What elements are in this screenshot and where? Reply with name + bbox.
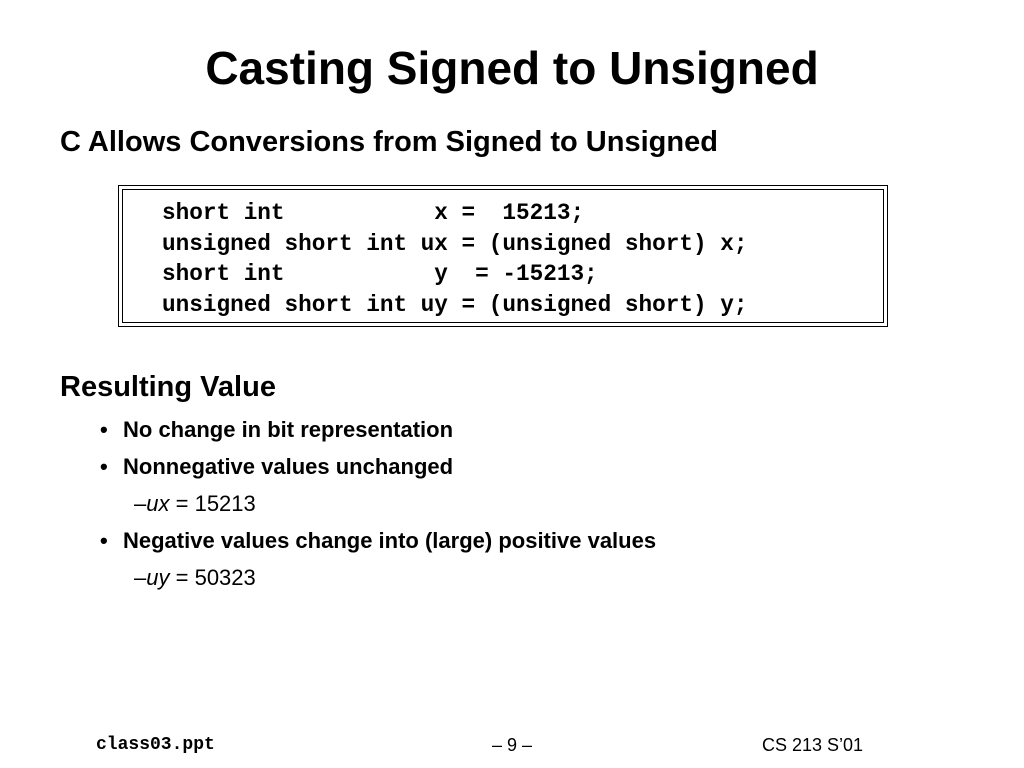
slide-title: Casting Signed to Unsigned	[205, 42, 819, 94]
bullet-marker: •	[100, 454, 108, 479]
equals-sign: =	[169, 565, 195, 590]
dash-marker: –	[134, 491, 147, 516]
bullet-item-3	[100, 527, 656, 555]
code-line-3: short int y = -15213;	[162, 261, 598, 287]
code-line-4: unsigned short int uy = (unsigned short) y;	[162, 291, 748, 318]
bullet-marker: •	[100, 528, 108, 553]
variable-name: ux	[146, 491, 170, 516]
dash-marker: –	[134, 565, 147, 590]
bullet-text: Negative values change into (large) positive values	[123, 528, 657, 553]
variable-value: 50323	[194, 565, 256, 590]
variable-value: 15213	[194, 491, 256, 516]
equals-sign: =	[169, 491, 195, 516]
sub-item-ux	[134, 490, 256, 518]
footer-course: CS 213 S’01	[762, 735, 864, 755]
footer-filename: class03.ppt	[96, 735, 215, 755]
bullet-marker: •	[100, 417, 108, 442]
variable-name: uy	[146, 565, 170, 590]
footer-page-number: – 9 –	[491, 735, 533, 755]
code-line-2: unsigned short int ux = (unsigned short) x;	[162, 230, 748, 257]
sub-item-uy	[134, 564, 256, 592]
section-heading-resulting-value: Resulting Value	[60, 371, 276, 403]
bullet-item-2	[100, 453, 453, 481]
code-box-inner	[122, 189, 884, 323]
code-line-1: short int x = 15213;	[162, 200, 585, 226]
section-heading-conversions: C Allows Conversions from Signed to Unsigned	[60, 126, 718, 158]
bullet-item-1	[100, 416, 453, 444]
code-box	[118, 185, 888, 327]
bullet-text: Nonnegative values unchanged	[123, 454, 454, 479]
bullet-text: No change in bit representation	[123, 417, 454, 442]
